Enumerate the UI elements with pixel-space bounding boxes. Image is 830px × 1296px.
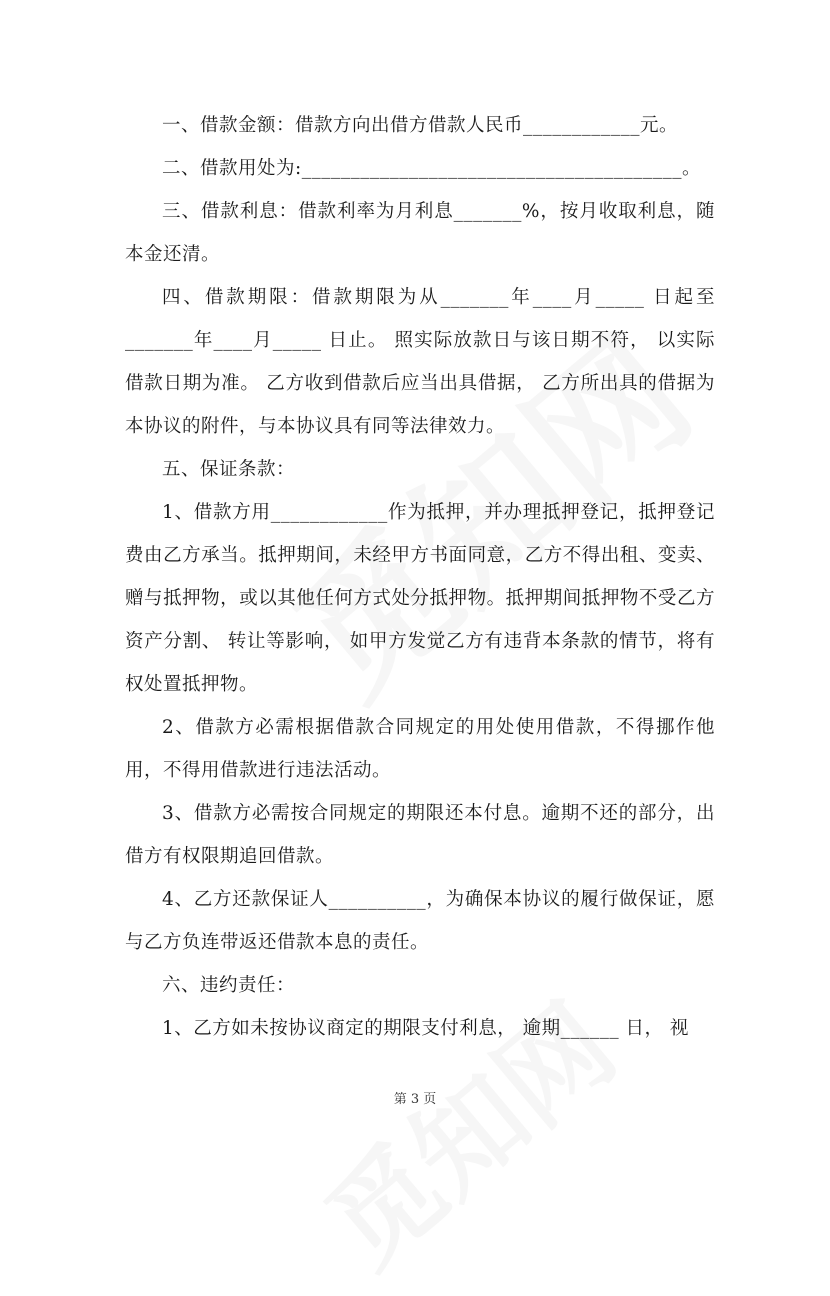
paragraph-use-of-funds: 2、借款方必需根据借款合同规定的用处使用借款，不得挪作他用，不得用借款进行违法活动。 [125, 717, 715, 781]
paragraph-collateral: 1、借款方用____________作为抵押，并办理抵押登记，抵押登记费由乙方承当。抵押期间，未经甲方书面同意，乙方不得出租、变卖、赠与抵押物，或以其他任何方式处分抵押物。抵押期间抵押物不受乙方资产分割、 转让等影响， 如甲方发觉乙方有违背本条款的情节，将有权处置抵押物。 [125, 502, 715, 695]
paragraph-repayment: 3、借款方必需按合同规定的期限还本付息。逾期不还的部分，出借方有权限期追回借款。 [125, 803, 715, 867]
heading-guarantee-terms: 五、保证条款： [162, 459, 296, 480]
paragraph-loan-interest: 三、借款利息：借款利率为月利息_______%，按月收取利息，随本金还清。 [125, 201, 715, 265]
paragraph-loan-amount: 一、借款金额：借款方向出借方借款人民币____________元。 [162, 115, 679, 136]
paragraph-late-interest: 1、乙方如未按协议商定的期限支付利息， 逾期______ 日， 视 [162, 1018, 689, 1039]
document-body [125, 104, 715, 1050]
page-number: 第 3 页 [393, 1092, 437, 1107]
paragraph-loan-term: 四、借款期限：借款期限为从_______年____月_____ 日起至_______年____月_____ 日止。 照实际放款日与该日期不符， 以实际借款日期为准。 乙方收到借款后应当出具借据， 乙方所出具的借据为本协议的附件，与本协议具有同等法律效力。 [125, 287, 715, 437]
paragraph-loan-purpose: 二、借款用处为:_______________________________________。 [162, 158, 701, 179]
paragraph-guarantor: 4、乙方还款保证人__________，为确保本协议的履行做保证，愿与乙方负连带返还借款本息的责任。 [125, 889, 715, 953]
heading-breach-liability: 六、违约责任： [162, 975, 296, 996]
